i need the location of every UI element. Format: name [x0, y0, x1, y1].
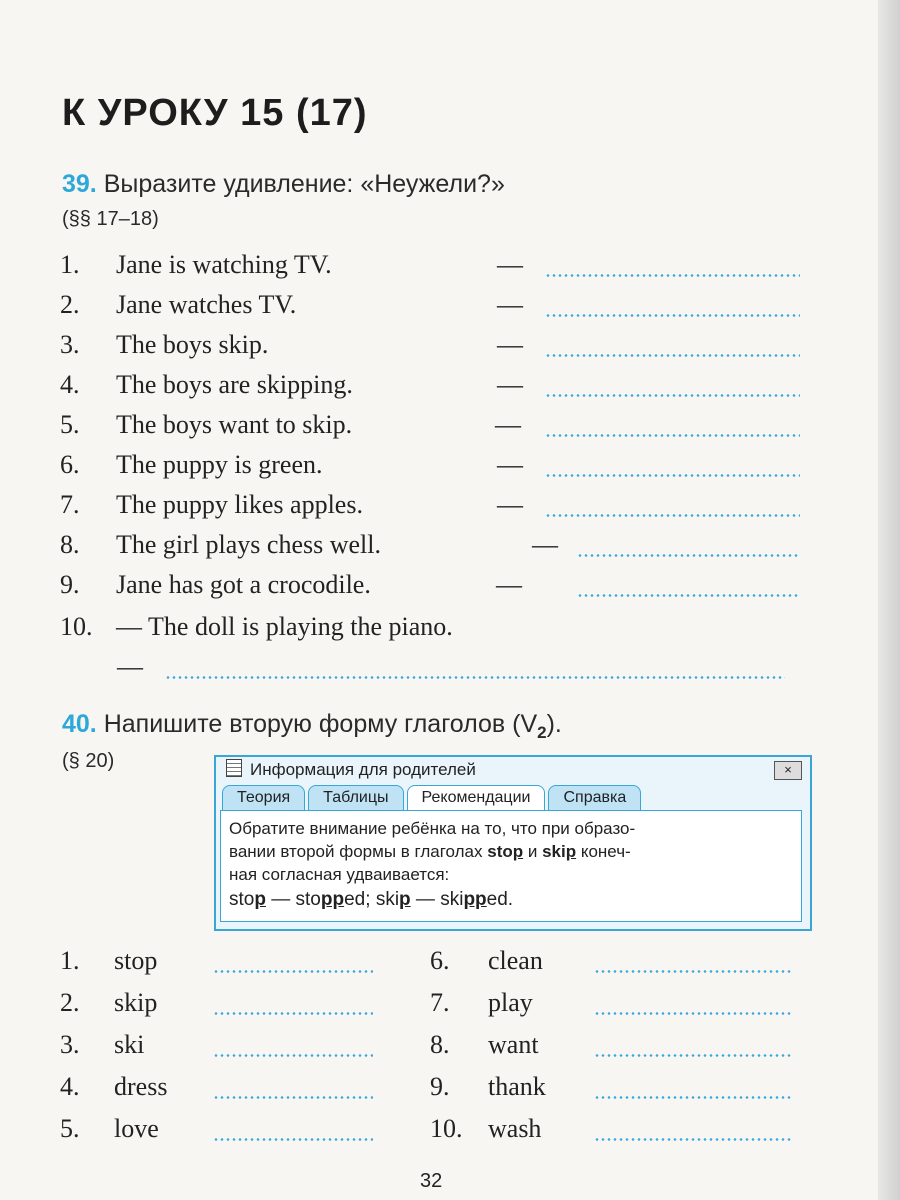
- exercise-40-number: 40.: [62, 710, 97, 738]
- exercise-39-reference: (§§ 17–18): [62, 208, 159, 230]
- answer-line[interactable]: [594, 970, 792, 973]
- item-sentence: The girl plays chess well.: [116, 530, 381, 559]
- tab-tables[interactable]: Таблицы: [308, 785, 403, 810]
- verb: love: [114, 1114, 159, 1143]
- verb-item: [430, 1072, 546, 1102]
- item-number: 9.: [60, 570, 80, 599]
- verb: wash: [488, 1114, 542, 1143]
- verb: dress: [114, 1072, 168, 1101]
- document-icon: [226, 759, 242, 777]
- answer-line[interactable]: [545, 514, 800, 517]
- exercise-39-item: [60, 490, 363, 524]
- item-number: 6.: [430, 946, 450, 975]
- item-sentence: The puppy is green.: [116, 450, 323, 479]
- verb: stop: [114, 946, 158, 975]
- page-edge: [878, 0, 900, 1200]
- item-number: 3.: [60, 1030, 80, 1059]
- parent-info-title: Информация для родителей: [226, 759, 476, 780]
- item-sentence: — The doll is playing the piano.: [116, 612, 453, 641]
- exercise-39-item: [60, 612, 453, 646]
- verb-item: [60, 946, 157, 976]
- item-number: 9.: [430, 1072, 450, 1101]
- answer-line[interactable]: [545, 274, 800, 277]
- item-sentence: The boys skip.: [116, 330, 269, 359]
- item-number: 7.: [60, 490, 80, 519]
- answer-line[interactable]: [213, 1138, 373, 1141]
- parent-info-text: Обратите внимание ребёнка на то, что при образо- вании второй формы в глаголах stop и skip конеч- ная согласная удваивается: stop — stopped; skip — skipped.: [220, 810, 802, 922]
- exercise-40-heading: [62, 710, 562, 743]
- answer-line[interactable]: [594, 1054, 792, 1057]
- exercise-39-item: [60, 250, 332, 284]
- item-number: 6.: [60, 450, 80, 479]
- answer-line[interactable]: [545, 394, 800, 397]
- item-number: 5.: [60, 1114, 80, 1143]
- answer-line[interactable]: [545, 434, 800, 437]
- item-sentence: Jane watches TV.: [116, 290, 297, 319]
- answer-dash: —: [497, 490, 523, 519]
- answer-dash: —: [497, 330, 523, 359]
- answer-line[interactable]: [594, 1138, 792, 1141]
- answer-line[interactable]: [577, 594, 800, 597]
- exercise-39-item: [60, 290, 296, 324]
- answer-dash: —: [497, 250, 523, 279]
- answer-dash: —: [496, 570, 522, 599]
- answer-line[interactable]: [213, 970, 373, 973]
- answer-line[interactable]: [545, 474, 800, 477]
- answer-dash: —: [532, 530, 558, 559]
- verb-item: [60, 1114, 159, 1144]
- item-number: 3.: [60, 330, 80, 359]
- lesson-title: К УРОКУ 15 (17): [62, 92, 368, 134]
- page-number: 32: [420, 1170, 443, 1192]
- verb-item: [430, 946, 543, 976]
- exercise-40-reference: (§ 20): [62, 750, 115, 772]
- item-number: 4.: [60, 370, 80, 399]
- answer-dash: —: [497, 370, 523, 399]
- item-number: 8.: [430, 1030, 450, 1059]
- item-number: 8.: [60, 530, 80, 559]
- tab-theory[interactable]: Теория: [222, 785, 305, 810]
- verb-item: [60, 1030, 144, 1060]
- item-number: 4.: [60, 1072, 80, 1101]
- answer-dash: —: [497, 450, 523, 479]
- exercise-40-instruction: Напишите вторую форму глаголов $(V_2)$.: [103, 710, 562, 742]
- verb-item: [430, 1030, 539, 1060]
- verb: skip: [114, 988, 158, 1017]
- answer-line[interactable]: [213, 1054, 373, 1057]
- answer-line[interactable]: [545, 354, 800, 357]
- parent-info-window: [214, 755, 812, 931]
- item-number: 2.: [60, 988, 80, 1017]
- verb-item: [430, 988, 533, 1018]
- exercise-39-item: [60, 450, 323, 484]
- verb-item: [430, 1114, 541, 1144]
- answer-dash: —: [497, 290, 523, 319]
- exercise-39-instruction: Выразите удивление: «Неужели?»: [103, 170, 505, 198]
- verb: play: [488, 988, 533, 1017]
- answer-line[interactable]: [165, 676, 785, 679]
- answer-line[interactable]: [577, 554, 800, 557]
- item-number: 7.: [430, 988, 450, 1017]
- item-sentence: The puppy likes apples.: [116, 490, 363, 519]
- exercise-39-item: [60, 410, 352, 444]
- close-button[interactable]: ×: [774, 761, 802, 780]
- answer-line[interactable]: [594, 1012, 792, 1015]
- item-number: 1.: [60, 946, 80, 975]
- exercise-39-heading: [62, 170, 505, 199]
- item-number: 10.: [430, 1114, 463, 1143]
- item-number: 1.: [60, 250, 80, 279]
- item-sentence: Jane is watching TV.: [116, 250, 332, 279]
- exercise-39-item: [60, 330, 268, 364]
- verb-item: [60, 1072, 167, 1102]
- answer-dash: —: [495, 410, 521, 439]
- item-number: 2.: [60, 290, 80, 319]
- item-number: 10.: [60, 612, 93, 641]
- verb: thank: [488, 1072, 546, 1101]
- tab-reference[interactable]: Справка: [548, 785, 641, 810]
- exercise-39-item: [60, 570, 371, 604]
- answer-line[interactable]: [213, 1012, 373, 1015]
- item-number: 5.: [60, 410, 80, 439]
- answer-line[interactable]: [594, 1096, 792, 1099]
- answer-line[interactable]: [545, 314, 800, 317]
- item-sentence: Jane has got a crocodile.: [116, 570, 371, 599]
- exercise-39-item: [60, 530, 381, 564]
- exercise-39-number: 39.: [62, 170, 97, 198]
- verb: want: [488, 1030, 539, 1059]
- answer-dash: —: [117, 652, 143, 681]
- tab-recommendations[interactable]: Рекомендации: [407, 785, 546, 810]
- parent-info-tabs: [222, 785, 641, 810]
- item-sentence: The boys are skipping.: [116, 370, 353, 399]
- verb-item: [60, 988, 157, 1018]
- item-sentence: The boys want to skip.: [116, 410, 353, 439]
- exercise-39-item: [60, 370, 353, 404]
- verb: ski: [114, 1030, 145, 1059]
- answer-line[interactable]: [213, 1096, 373, 1099]
- verb: clean: [488, 946, 543, 975]
